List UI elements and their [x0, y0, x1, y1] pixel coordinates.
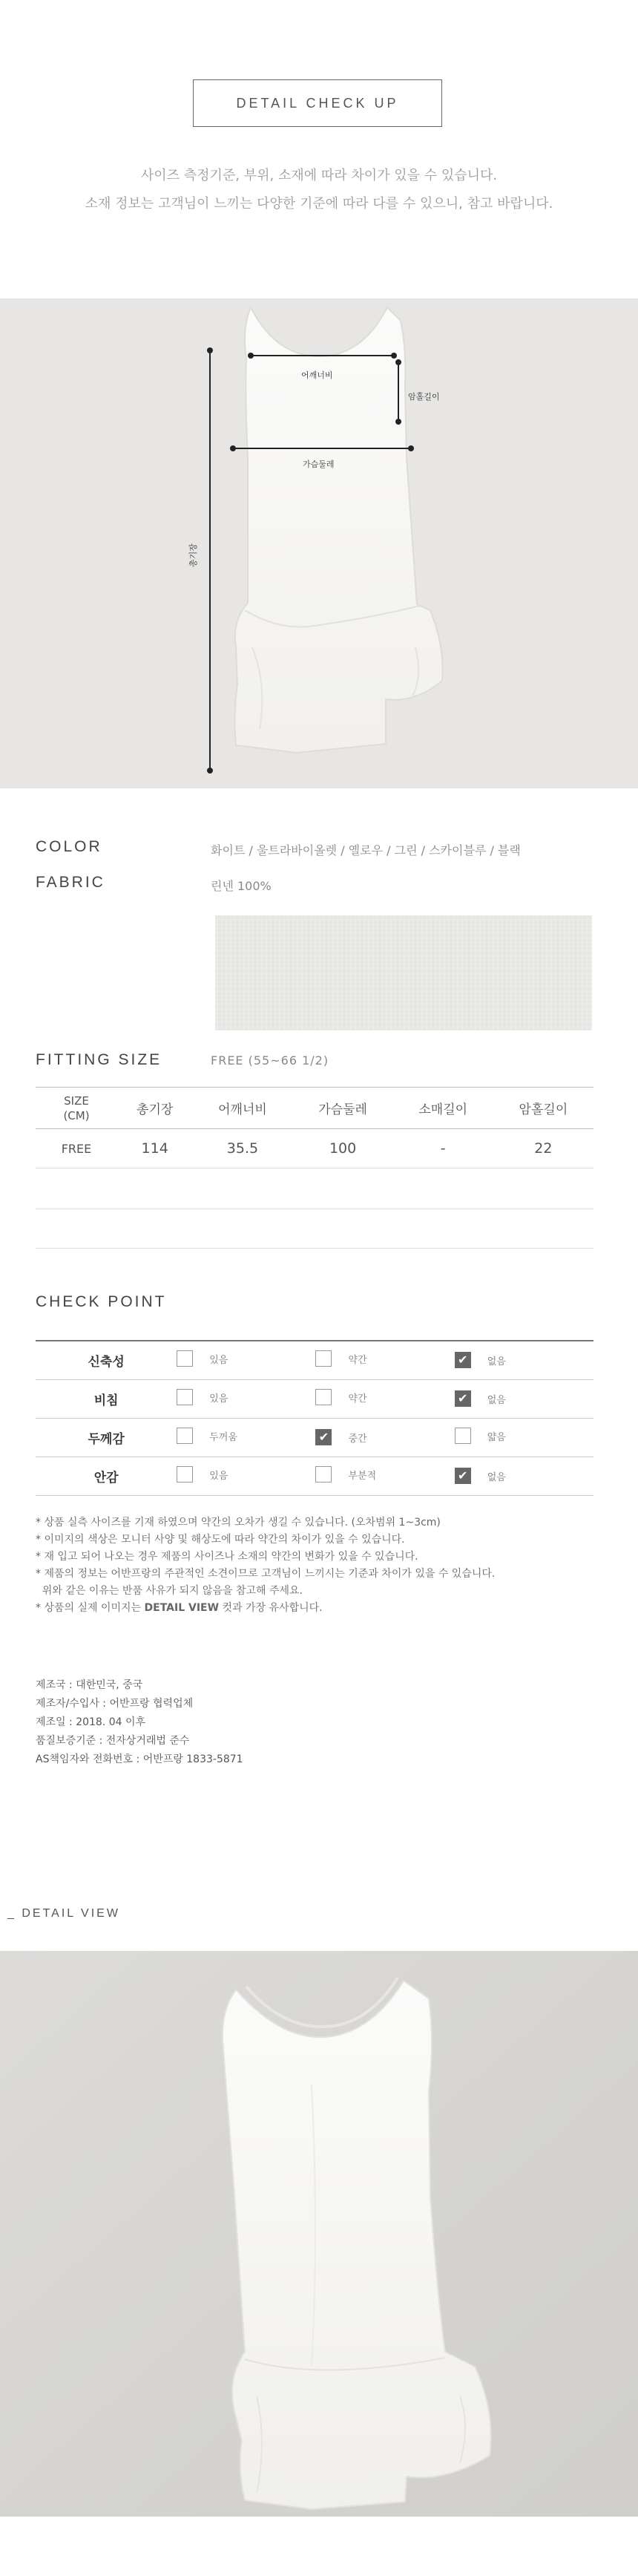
check-point-table — [36, 1340, 593, 1496]
check-mark-icon: ✔ — [318, 1430, 329, 1444]
checked-checkbox[interactable] — [455, 1468, 471, 1484]
shoulder-measure-dot-right — [391, 353, 397, 359]
note-line: * 재 입고 되어 나오는 경우 제품의 사이즈나 소재의 약간의 변화가 있을 수 있습니다. — [36, 1551, 418, 1563]
checkbox[interactable] — [177, 1350, 193, 1367]
detail-view-label: _ DETAIL VIEW — [7, 1907, 120, 1920]
check-point-option — [315, 1457, 454, 1495]
shoulder-width-label: 어깨너비 — [301, 370, 333, 380]
option-label: 있음 — [209, 1470, 228, 1482]
armhole-length-label: 암홀길이 — [408, 392, 440, 402]
checked-checkbox[interactable] — [315, 1429, 332, 1445]
option-wrapper — [455, 1390, 506, 1407]
checkbox[interactable] — [177, 1389, 193, 1405]
table-row — [36, 1129, 593, 1168]
checked-checkbox[interactable] — [455, 1352, 471, 1368]
fabric-label: FABRIC — [36, 874, 105, 891]
option-wrapper — [177, 1389, 228, 1405]
manufacture-country: 제조국 : 대한민국, 중국 — [36, 1679, 143, 1691]
fabric-texture-swatch — [215, 915, 592, 1030]
option-wrapper — [177, 1466, 228, 1482]
checkbox[interactable] — [177, 1466, 193, 1482]
chest-header: 가슴둘레 — [293, 1088, 393, 1129]
check-point-option — [455, 1418, 593, 1457]
check-point-option — [177, 1379, 315, 1418]
option-wrapper — [315, 1466, 376, 1482]
checkbox[interactable] — [315, 1389, 332, 1405]
shoulder-measure-line — [251, 355, 393, 356]
check-point-category: 신축성 — [36, 1341, 177, 1379]
checkbox[interactable] — [455, 1428, 471, 1444]
note-line: * 이미지의 색상은 모니터 사양 및 해상도에 따라 약간의 차이가 있을 수 있습니다. — [36, 1534, 405, 1546]
checked-checkbox[interactable] — [455, 1390, 471, 1407]
option-wrapper — [315, 1389, 366, 1405]
total-length-dot-bottom — [207, 768, 213, 774]
measurement-product-photo — [0, 298, 638, 788]
color-options-value: 화이트 / 울트라바이올렛 / 옐로우 / 그린 / 스카이블루 / 블랙 — [211, 843, 521, 857]
total-length-label: 총기장 — [188, 543, 198, 567]
check-point-category: 두께감 — [36, 1418, 177, 1457]
total-length-dot-top — [207, 347, 213, 353]
note-line — [36, 1600, 599, 1617]
check-point-row — [36, 1341, 593, 1379]
option-wrapper — [455, 1468, 506, 1484]
option-label: 부분적 — [348, 1470, 377, 1482]
note-line: 위와 같은 이유는 반품 사유가 되지 않음을 참고해 주세요. — [36, 1585, 303, 1597]
check-point-title: CHECK POINT — [36, 1293, 167, 1310]
check-point-option — [177, 1457, 315, 1495]
armhole-length-header: 암홀길이 — [493, 1088, 593, 1129]
option-label: 있음 — [209, 1393, 228, 1405]
total-length-header: 총기장 — [117, 1088, 192, 1129]
option-label: 약간 — [348, 1393, 367, 1405]
check-point-option — [455, 1379, 593, 1418]
check-point-option — [455, 1457, 593, 1495]
option-label: 얇음 — [487, 1431, 506, 1443]
check-point-category: 비침 — [36, 1379, 177, 1418]
quality-standard: 품질보증기준 : 전자상거래법 준수 — [36, 1735, 190, 1747]
shoulder-width-cell: 35.5 — [192, 1129, 292, 1168]
option-label: 두꺼움 — [209, 1431, 237, 1443]
option-label: 약간 — [348, 1354, 367, 1366]
option-wrapper — [315, 1429, 366, 1445]
detail-view-product-photo — [0, 1951, 638, 2517]
shoulder-measure-dot-left — [248, 353, 254, 359]
size-header: SIZE (CM) — [36, 1088, 117, 1129]
option-label: 중간 — [348, 1433, 367, 1445]
option-wrapper — [455, 1428, 506, 1444]
total-length-measure-line — [209, 350, 211, 771]
armhole-length-cell: 22 — [493, 1129, 593, 1168]
note-text: 컷과 가장 유사합니다. — [219, 1602, 323, 1614]
size-table — [36, 1087, 593, 1168]
detail-check-up-title: DETAIL CHECK UP — [193, 79, 442, 127]
check-point-option — [177, 1418, 315, 1457]
dress-photo-illustration — [0, 1951, 638, 2517]
option-wrapper — [177, 1428, 237, 1444]
check-mark-icon: ✔ — [458, 1391, 468, 1405]
size-cell: FREE — [36, 1129, 117, 1168]
check-point-option — [177, 1341, 315, 1379]
check-point-option — [455, 1341, 593, 1379]
option-label: 없음 — [487, 1356, 506, 1367]
armhole-measure-line — [398, 362, 399, 422]
option-wrapper — [177, 1350, 228, 1367]
option-label: 없음 — [487, 1394, 506, 1406]
linen-texture-pattern — [215, 915, 592, 1030]
checkbox[interactable] — [315, 1350, 332, 1367]
manufacturer-importer: 제조자/수입사 : 어반프랑 협력업체 — [36, 1698, 194, 1710]
check-point-row — [36, 1379, 593, 1418]
check-mark-icon: ✔ — [458, 1353, 468, 1367]
armhole-measure-dot-top — [395, 359, 401, 365]
check-point-row — [36, 1418, 593, 1457]
note-line: * 제품의 정보는 어반프랑의 주관적인 소견이므로 고객님이 느끼시는 기준과 차이가 있을 수 있습니다. — [36, 1568, 496, 1580]
chest-measure-line — [233, 448, 411, 449]
check-point-row — [36, 1457, 593, 1495]
size-disclaimer-line-1: 사이즈 측정기준, 부위, 소재에 따라 차이가 있을 수 있습니다. — [140, 168, 498, 183]
chest-circumference-label: 가슴둘레 — [303, 460, 335, 469]
check-point-option — [315, 1341, 454, 1379]
armhole-measure-dot-bottom — [395, 419, 401, 425]
manufacturer-info — [36, 1676, 243, 1769]
checkbox[interactable] — [177, 1428, 193, 1444]
note-text: * 상품의 실제 이미지는 — [36, 1602, 145, 1614]
note-line: * 상품 실측 사이즈를 기재 하였으며 약간의 오차가 생길 수 있습니다. (오차범위 1~3cm) — [36, 1517, 441, 1529]
option-wrapper — [315, 1350, 366, 1367]
size-disclaimer-line-2: 소재 정보는 고객님이 느끼는 다양한 기준에 따라 다를 수 있으니, 참고 바랍니다. — [85, 196, 553, 212]
checkbox[interactable] — [315, 1466, 332, 1482]
divider — [36, 1248, 593, 1249]
color-label: COLOR — [36, 838, 102, 855]
option-label: 있음 — [209, 1354, 228, 1366]
chest-measure-dot-right — [408, 445, 414, 451]
size-table-header-row — [36, 1088, 593, 1129]
chest-measure-dot-left — [230, 445, 236, 451]
as-contact: AS책임자와 전화번호 : 어반프랑 1833-5871 — [36, 1753, 243, 1765]
option-label: 없음 — [487, 1471, 506, 1483]
option-wrapper — [455, 1352, 506, 1368]
check-point-category: 안감 — [36, 1457, 177, 1495]
manufacture-date: 제조일 : 2018. 04 이후 — [36, 1716, 146, 1728]
shoulder-width-header: 어깨너비 — [192, 1088, 292, 1129]
fitting-size-value: FREE (55~66 1/2) — [211, 1053, 329, 1068]
sleeve-length-header: 소매길이 — [393, 1088, 493, 1129]
check-point-option — [315, 1379, 454, 1418]
chest-cell: 100 — [293, 1129, 393, 1168]
total-length-cell: 114 — [117, 1129, 192, 1168]
sleeve-length-cell: - — [393, 1129, 493, 1168]
fabric-value: 린넨 100% — [211, 879, 272, 893]
fitting-size-label: FITTING SIZE — [36, 1051, 162, 1068]
check-point-option — [315, 1418, 454, 1457]
detail-view-emphasis: DETAIL VIEW — [144, 1602, 220, 1614]
check-mark-icon: ✔ — [458, 1468, 468, 1482]
product-notes — [36, 1514, 599, 1617]
